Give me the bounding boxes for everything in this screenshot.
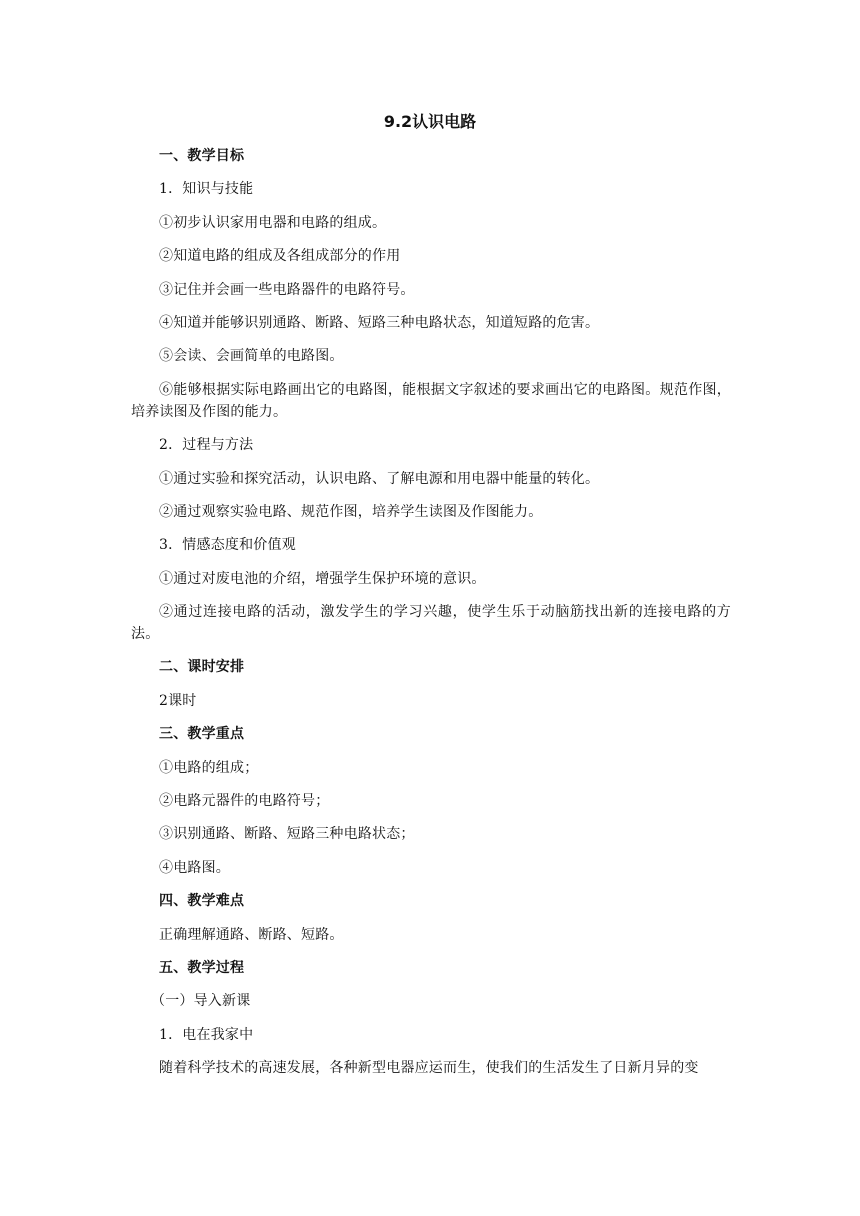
paragraph: ①初步认识家用电器和电路的组成。	[159, 214, 387, 231]
paragraph: 3．情感态度和价值观	[159, 537, 296, 554]
section-heading: 五、教学过程	[159, 959, 245, 976]
paragraph: 随着科学技术的高速发展，各种新型电器应运而生，使我们的生活发生了日新月异的变	[159, 1060, 699, 1077]
paragraph: ④知道并能够识别通路、断路、短路三种电路状态，知道短路的危害。	[159, 314, 600, 331]
paragraph: ②通过连接电路的活动，激发学生的学习兴趣，使学生乐于动脑筋找出新的连接电路的方法。	[131, 604, 731, 643]
paragraph: 2．过程与方法	[159, 437, 254, 454]
paragraph: ①通过实验和探究活动，认识电路、了解电源和用电器中能量的转化。	[159, 470, 600, 487]
paragraph: 1．知识与技能	[159, 181, 254, 198]
paragraph: ①通过对废电池的介绍，增强学生保护环境的意识。	[159, 570, 486, 587]
paragraph: 正确理解通路、断路、短路。	[159, 926, 344, 943]
paragraph: （一）导入新课	[151, 993, 251, 1010]
paragraph: ①电路的组成；	[159, 759, 259, 776]
document-title: 9.2认识电路	[383, 112, 477, 131]
paragraph: ③识别通路、断路、短路三种电路状态；	[159, 826, 415, 843]
paragraph: ②知道电路的组成及各组成部分的作用	[159, 248, 401, 265]
paragraph: ②电路元器件的电路符号；	[159, 793, 330, 810]
document-body	[131, 145, 731, 1091]
paragraph: ⑤会读、会画简单的电路图。	[159, 348, 344, 365]
paragraph: 2课时	[159, 692, 197, 709]
paragraph: ③记住并会画一些电路器件的电路符号。	[159, 281, 415, 298]
paragraph: ②通过观察实验电路、规范作图，培养学生读图及作图能力。	[159, 503, 543, 520]
section-heading: 三、教学重点	[159, 726, 245, 743]
section-heading: 一、教学目标	[159, 148, 245, 164]
section-heading: 四、教学难点	[159, 893, 245, 910]
section-heading: 二、课时安排	[159, 659, 245, 676]
paragraph: 1．电在我家中	[159, 1026, 254, 1043]
paragraph: ⑥能够根据实际电路画出它的电路图，能根据文字叙述的要求画出它的电路图。规范作图，培养读图及作图的能力。	[131, 381, 731, 420]
paragraph: ④电路图。	[159, 859, 230, 876]
